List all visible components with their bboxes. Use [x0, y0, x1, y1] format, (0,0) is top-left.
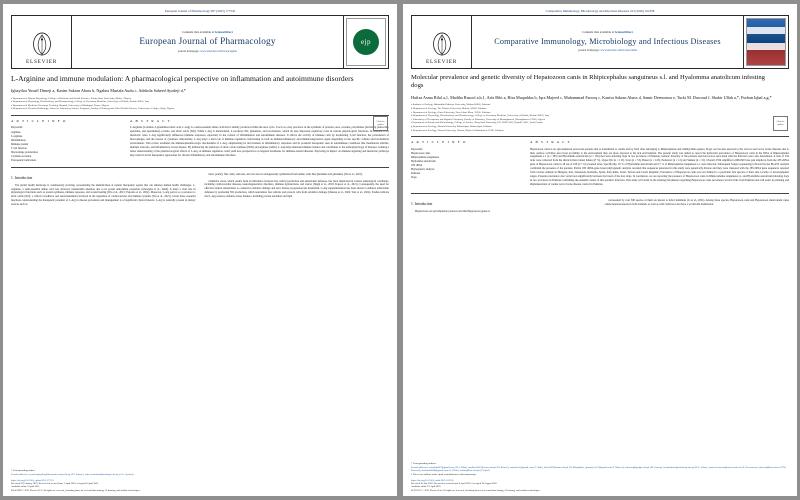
paper-page-ejp	[3, 4, 397, 496]
page-footer	[11, 469, 389, 492]
journal-title: Comparative Immunology, Microbiology and Infectious Diseases	[494, 37, 721, 47]
homepage-label: journal homepage:	[578, 48, 600, 53]
page-footer	[411, 462, 789, 492]
corresponding-emails: E-mail addresses: yusuff.igbayiloa@kwasuniversity.edu.ng (I.Y. Dimeji), saheed.adekola@uniabuja.edu.ng (A.S. Ayodeji).	[11, 472, 135, 476]
homepage-url[interactable]: www.elsevier.com/locate/cimid	[600, 48, 637, 53]
affiliation-item: a Department of Human Physiology, College of Medicine and Health Sciences, Kwara State University, Malete, Nigeria	[11, 96, 132, 100]
keyword-item: Rhipicephalus sanguineus	[411, 156, 439, 160]
affiliation-item: d Department of Chemical Pathology, School of Laboratory Science Programs, Faculty of Nursing and Allied Health Sciences, University of Abuja, Abuja, Nigeria	[11, 107, 175, 111]
journal-cover-thumbnail	[346, 18, 386, 66]
affiliation-item: b Department of Physiology, Biochemistry, and Pharmacology, College of Veterinary Medicine, University of Kirkuk, Kirkuk 36001, Iraq	[11, 100, 149, 104]
sciencedirect-link[interactable]: ScienceDirect	[214, 29, 233, 34]
keyword-item: Arginine	[11, 130, 21, 134]
article-title: Molecular prevalence and genetic diversity of Hepatozoon canis in Rhipicephalus sanguineus s.l. and Hyalomma anatolicum infesting dogs	[411, 74, 765, 89]
keywords-label: Keywords:	[11, 126, 24, 130]
article-info-abstract-band	[11, 115, 389, 168]
journal-homepage	[578, 49, 637, 53]
masthead-center	[72, 16, 343, 68]
affiliation-list	[11, 97, 389, 112]
corresponding-label: * Corresponding author.	[11, 469, 36, 473]
author-list: Hafiza Asma Bilal a,1, Madiha Rasool a,b,1, Arfa Bibi a, Hira Muqaddas b, Iqra Majeed c, Muhammad Farooq c, Kanisa Sakran Abass d, Samir Deenoussa e, Turki M. Dawoud f, Shakir Ullah a,*, Furhan Iqbal a,g,*	[411, 94, 772, 100]
ejp-logo	[347, 19, 385, 65]
journal-homepage	[178, 50, 237, 54]
copyright-line: 0014-2999/© 2025 Elsevier B.V. All rights are reserved, including those for text and data mining, AI training, and similar technologies.	[11, 488, 141, 492]
keywords-list	[411, 152, 522, 180]
body-paragraph: meat, poultry, fish, dairy, and nuts, and can also be endogenously synthesized from amino acids like glutamine and glutamate (Wu et al., 2021).	[208, 173, 363, 177]
doi-link[interactable]: https://doi.org/10.1016/j.ejphar.2025.177515	[11, 478, 54, 482]
body-column-right	[605, 199, 790, 216]
journal-title: European Journal of Pharmacology	[139, 36, 276, 47]
publisher-block	[12, 16, 72, 68]
abstract-paragraph: L-Arginine (2-Amino-5-guanidinovaleric acid, L-Arg) is a semi-essential amino acid that is mainly produced within the urea cycle. It acts as a key precursor in the synthesis of proteins, urea, creatine, polyamines (including putrescine, spermine, and spermidine), proline, and nitric oxide (NO). While L-Arg is metabolized, it produces NO, glutamate, and proclamates, which all play important regulatory roles in various physiological functions. In addition to its metabolic roles, L-Arg significantly influences immune responses, especially in the context of inflammation and autoimmune diseases. It affects the activity of immune cells by modulating T-cell function, the polarization of macrophages, and the release of cytokines. Importantly, L-Arg plays a dual role at immune regulation, functioning as both an immunostimulatory and immunosuppressive agent depending on the specific cellular and biochemical environment. This review examines the immunopharmacologic mechanisms of L-Arg, emphasizing its involvement in inflammatory responses and its potential therapeutic uses in autoimmune conditions like rheumatoid arthritis, multiple sclerosis, and inflammatory bowel disease. By influencing the pathways of nitric oxide synthase (NOS) and arginase (ARG), L-Arg helps maintain immune balance and contributes to the pathophysiology of diseases. Gaining a better understanding of the pharmacological effects of L-Arg on immune regulation could yield new perspectives on targeted treatments for immune-related diseases. Exploring its impact on immune signaling and metabolic pathways may result in novel therapeutic approaches for chronic inflammatory and autoimmune disorders.	[130, 126, 389, 158]
paper-page-cimid	[403, 4, 797, 496]
keyword-item: 18S rRNA	[411, 164, 423, 168]
keyword-item: L-arginine	[11, 134, 23, 138]
affiliation-item: c Department of Zoology, Ghazi University, Dera Ghazi Khan, 32200, Pakistan	[411, 110, 491, 114]
received-dates: Received 23 February 2025; Received in revised form 1 April 2025; Accepted 8 April 2025	[11, 481, 99, 485]
body-columns	[411, 199, 789, 216]
keyword-item: T cell function	[11, 146, 27, 150]
article-info-abstract-band	[411, 136, 789, 194]
cover-band	[747, 43, 785, 50]
keyword-item: Dogs	[411, 176, 417, 180]
keyword-item: Macrophage polarization	[11, 151, 38, 155]
article-info-heading: A R T I C L E I N F O	[11, 119, 67, 124]
body-paragraph: The global health landscape is continuously evolving, necessitating the identification of natural therapeutic agents that can enhance human health challenges. L-Arginine, a semi-essential amino acid, has attracted considerable attention due to its potent antioxidant properties (Gheorghe et al., 2024). It plays a vital role in physiological functions such as protein synthesis, immune response, and wound healing (Wu et al., 2021; Esposito et al., 2022). Moreover, L-Arg serves as a precursor to nitric oxide (NO), a critical vasodilator and neurotransmitter involved in the regulation of cardiovascular and immune systems (Wu et al., 2021). Given these essential functions, understanding the therapeutic potential of L-Arg in disease prevention and management is of significant clinical interest. L-Arg is naturally present in dietary sources such as	[11, 183, 196, 207]
journal-masthead	[11, 15, 389, 69]
abstract-heading: A B S T R A C T	[130, 119, 171, 124]
affiliation-list	[411, 103, 789, 132]
body-paragraph: represented by over 300 species of them are known to infect mammals (Li et al., 2021). Among these species, Hepatozoon canis and Hepatozoon americanum cause canine hepatozoonosis in both domestic as well as wild carnivores and have a worldwide distribution.	[604, 199, 789, 207]
journal-cover-cell	[743, 16, 788, 68]
body-columns	[11, 173, 389, 209]
keyword-item: Inflammation	[11, 138, 26, 142]
copyright-line: 0147-9571/© 2025 Elsevier Ltd. All rights are reserved, including those for text and data mining, AI training, and similar technologies.	[411, 488, 541, 492]
section-heading: 1. Introduction	[411, 202, 433, 207]
affiliation-item: b Department of Zoology, The Women University, Multan, 60000, Pakistan	[411, 106, 487, 110]
section-heading: 1. Introduction	[11, 176, 33, 181]
corresponding-author-note	[11, 469, 389, 476]
affiliation-item: d Department of Physiology, Biochemistry, and Pharmacology, College of Veterinary Medicine, University of Kirkuk, Kirkuk 36001, Iraq	[411, 114, 549, 118]
homepage-url[interactable]: www.elsevier.com/locate/ejphar	[200, 48, 238, 53]
elsevier-tree-icon	[29, 31, 55, 57]
journal-cover-cell	[343, 16, 388, 68]
equal-contribution-note: 1 These two authors made equal contributions to this manuscript.	[411, 472, 477, 476]
homepage-label: journal homepage:	[177, 48, 200, 53]
cover-band	[747, 27, 785, 34]
publisher-name: ELSEVIER	[25, 59, 58, 66]
received-dates: Received 10 July 2025; Received in revised form 8 April 2025; Accepted 10 August 2025	[411, 481, 497, 485]
article-info-heading: A R T I C L E I N F O	[411, 140, 467, 145]
body-column-left	[11, 173, 196, 209]
publisher-name: ELSEVIER	[425, 59, 458, 66]
body-paragraph: Hepatozoon are apicomplexan protozoa and this Hepatozoon genus is	[415, 209, 490, 213]
journal-running-head: Comparative Immunology, Microbiology and Infectious Diseases 103 (2026) 102358	[545, 9, 655, 13]
keyword-item: Therapeutic indications	[11, 159, 37, 163]
corresponding-label: * Corresponding authors.	[411, 462, 437, 466]
contents-label: Contents lists available at	[182, 29, 214, 34]
author-list: Igbayiloa Yusuff Dimeji a, Kasim Sakran Abass b, Ngabea Murtala Audu c, Adekola Saheed Ayodeji d,*	[11, 88, 186, 94]
keyword-item: Cytokine secretion	[11, 155, 32, 159]
sciencedirect-line	[582, 31, 632, 35]
journal-masthead	[411, 15, 789, 69]
corresponding-emails: E-mail addresses: asmabilal07@gmail.com (H.A. Bilal), madiha.6007@wum.edu.pk (M. Rasool), arfanabeel@gmail.com (A. Bibi), hira.6387@wum.edu.pk (H. Muqaddas), iqramajeed17@gmail.com (I. Majeed), mfarooq@gudgk.edu.pk (M. Farooq), kasimsakran@uokirkuk.edu.iq (K.S. Abass), samir.deenoussa@univ-mosta.dz (S. Deenoussa), tdawoud@ksu.edu.sa (T.M. Dawoud), shakirullah98@gmail.com (S. Ullah), furhan@bzu.edu.pk (F. Iqbal).	[411, 465, 787, 473]
abstract-heading: A B S T R A C T	[530, 140, 571, 145]
affiliation-item: g Department of Zoology, Islamia University Bahawalpur, Bahawalpur, Pakistan	[411, 125, 492, 129]
article-info-column	[11, 119, 122, 163]
article-title: L-Arginine and immune modulation: A pharmacological perspective on inflammation and autoimmune disorders	[11, 74, 354, 83]
sciencedirect-line	[182, 31, 232, 35]
abstract-column	[530, 140, 789, 189]
corresponding-author-note	[411, 462, 789, 477]
keyword-item: Immune system	[11, 142, 29, 146]
keyword-item: Pakistan	[411, 172, 421, 176]
abstract-body	[130, 126, 389, 158]
sciencedirect-link[interactable]: ScienceDirect	[614, 30, 633, 35]
affiliation-item: h Department of Zoology, Hazara University, Hazara, Khyber Pakhtunkhwa 21300, Pakistan	[411, 128, 504, 132]
available-online: Available online 9 April 2025	[11, 485, 40, 489]
affiliation-item: c Department of Medicine/Veterinary Teaching Hospital, University of Maiduguri, Borno, Nigeria	[11, 103, 110, 107]
abstract-paragraph: Hepatozoon canis is an apicomplexan protozoan parasite that is transmitted to canids and by hard ticks belonging to Rhipicephalus and Amblyomma genera. Dogs can become exposed to the vectors and vector borne diseases due to their outdoor activities and closer proximity to the environment they are more exposed to the tick environment. The present study was aimed to report the molecular prevalence of Hepatozoon canis in the DNA of Rhipicephalus sanguineus s.l. (n = 385) and Hyalomma anatolicum (n = 165) that were infesting dogs in two provinces of Pakistan. Genetic diversity of the parasite and risk factors associated with the infection were also determined. A total of 104 ticks were collected from the districts Dera Ghazi Khan (47 %), Upper Dir (n = 115), Swat (n = 53), Buner (n = 123), Peshawar (n = 12) and Sukkur (n = 31). Overall, PCR amplified a 666-820 base pair amplicon from the 18S rRNA gene of Hepatozoon canis in 18 out of 169 (17 %) screened ticks. Specifically, 19 % of Hyalomma anatolicum and 17 % of Rhipicephalus sanguineus s.l. were infected. Subsequent Sanger sequencing followed by the BLAST analysis confirmed the presence of the parasite. Partial 18S rRNA gene based phylogenetic analysis revealed that sequences generated in this study were genetically diverse and they were clustered with the 18S rRNA gene sequences reported from various animals in Hungary, Iran, Venezuela, Romania, Spain, Italy India, Israel, Taiwan and Czech Republic. Prevalence of Hepatozoon canis was not limited to a particular tick species or their size, locality or developmental stages. Parasite prevalence also varied non significantly between the breed of the host dogs. In conclusion, we are reporting the presence of Hepatozoon canis in Rhipicephalus sanguineus s.l. and Hyalomma anatolicum infesting dogs in two provinces in Pakistan confirming the endemic nature of this parasitic infection. This study will assist in the existing information regarding Hepatozoon canis prevalence in hard ticks from Pakistan and will assist in planning and implementation of canine vector borne disease control in Pakistan.	[530, 147, 789, 187]
abstract-column	[130, 119, 389, 163]
article-info-column	[411, 140, 522, 189]
affiliation-item: a Institute of Zoology, Bahauddin Zakariya University, Multan 60800, Pakistan	[411, 103, 491, 107]
body-paragraph: Oxidative stress, which results from an imbalance between free radical production and antioxidant defenses, has been implicated in various pathological conditions, including cardiovascular diseases, neurodegenerative disorders, immune dysfunctions, and cancer (Singh et al., 2019; Kapoor et al., 2021). Consequently, the need for effective natural antioxidants to counteract oxidative damage and slow disease progression has intensified. L-Arg supplementation has been shown to enhance antioxidant defenses by promoting NO production, which neutralizes free radicals and protects cells from oxidative damage (Okanan et al., 2024; Saiz et al., 2024). Studies indicate that L-Arg reduces oxidative stress markers, including protein oxidation and lipid	[204, 179, 389, 199]
crossmark-badge[interactable]: Check for updates	[773, 116, 788, 131]
elsevier-tree-icon	[429, 31, 455, 57]
masthead-center	[472, 16, 743, 68]
contents-label: Contents lists available at	[582, 30, 614, 35]
keywords-label: Keywords:	[411, 147, 424, 151]
crossmark-badge[interactable]: Check for updates	[373, 116, 388, 131]
keyword-item: Hepatozoon canis	[411, 152, 431, 155]
journal-running-head: European Journal of Pharmacology 997 (2025) 177545	[164, 9, 236, 13]
publisher-block	[412, 16, 472, 68]
affiliation-item: f Department of Botany and Microbiology, College of Science, King Saud University, P.O. BOX 2455, Riyadh 11451, Saudi Arabia	[411, 121, 543, 125]
body-column-left	[411, 199, 596, 216]
keyword-item: Phylogenetic analysis	[411, 168, 435, 172]
doi-link[interactable]: https://doi.org/10.1016/j.cimid.2025.102358	[411, 478, 454, 482]
ejp-logo-mark: ejp	[353, 29, 379, 55]
abstract-body	[530, 148, 789, 188]
keywords-list	[11, 131, 122, 163]
keyword-item: Hyalomma anatolicum	[411, 160, 436, 164]
journal-cover-thumbnail	[746, 18, 786, 66]
body-column-right	[205, 173, 390, 209]
available-online: Available online 19 April 2025	[411, 485, 441, 489]
affiliation-item: e Laboratory of Therapeutic and Organic Chemistry, Faculty of Pharmacy, University of Mostaghanem, Mostaghanem 27000, Algeria	[411, 117, 545, 121]
